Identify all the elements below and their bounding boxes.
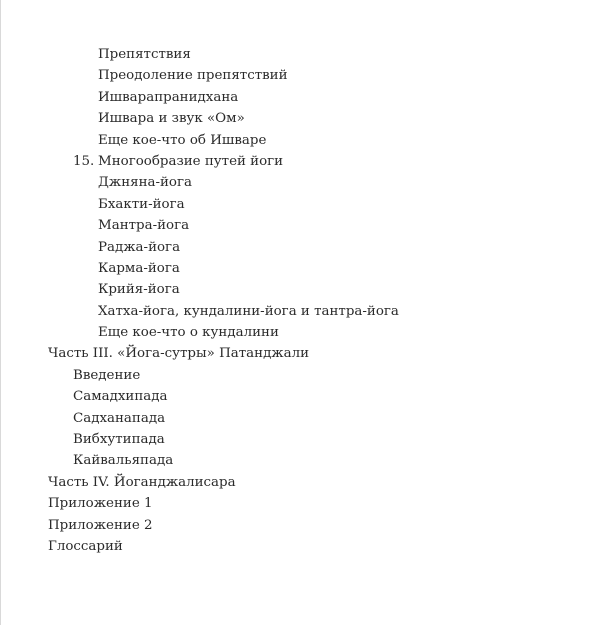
toc-glossary-entry[interactable]	[1, 536, 600, 557]
toc-entry-label: Самадхипада	[73, 389, 168, 405]
toc-entry-label: Еще кое-что о кундалини	[98, 325, 279, 341]
toc-entry-label: Мантра-йога	[98, 218, 190, 234]
toc-entry-label: Часть III. «Йога-сутры» Патанджали	[48, 346, 310, 362]
toc-entry-label: Кайвальяпада	[73, 453, 174, 469]
table-of-contents	[1, 44, 600, 557]
toc-part-entry[interactable]	[1, 343, 600, 364]
toc-part-entry[interactable]	[1, 472, 600, 493]
toc-chapter-entry[interactable]	[1, 151, 600, 172]
toc-entry[interactable]	[1, 429, 600, 450]
toc-entry-label: Преодоление препятствий	[98, 68, 288, 84]
toc-entry-label: Бхакти-йога	[98, 196, 185, 212]
toc-entry[interactable]	[1, 322, 600, 343]
toc-entry-label: Крийя-йога	[98, 282, 180, 298]
toc-entry[interactable]	[1, 237, 600, 258]
toc-entry-label: Вибхутипада	[73, 432, 165, 448]
toc-entry-label: Препятствия	[98, 47, 191, 62]
toc-entry[interactable]	[1, 172, 600, 193]
toc-entry-number: 15.	[73, 153, 95, 169]
toc-entry[interactable]	[1, 258, 600, 279]
toc-entry[interactable]	[1, 44, 600, 65]
toc-entry[interactable]	[1, 386, 600, 407]
toc-entry-label: Приложение 2	[48, 517, 153, 533]
toc-entry-label: Ишварапранидхана	[98, 89, 239, 105]
toc-entry[interactable]	[1, 279, 600, 300]
toc-entry[interactable]	[1, 365, 600, 386]
toc-entry[interactable]	[1, 87, 600, 108]
toc-entry-label: Приложение 1	[48, 496, 153, 512]
toc-entry-label: Введение	[73, 367, 141, 383]
toc-entry[interactable]	[1, 65, 600, 86]
toc-entry-label: Еще кое-что об Ишваре	[98, 132, 267, 148]
toc-entry-label: Джняна-йога	[98, 175, 192, 191]
toc-entry[interactable]	[1, 301, 600, 322]
toc-entry-label: Часть IV. Йоганджалисара	[48, 474, 236, 490]
toc-appendix-entry[interactable]	[1, 493, 600, 514]
toc-entry-label: Хатха-йога, кундалини-йога и тантра-йога	[98, 303, 399, 319]
toc-entry[interactable]	[1, 450, 600, 471]
toc-entry-label: Раджа-йога	[98, 239, 181, 255]
toc-entry-label: Карма-йога	[98, 260, 180, 276]
toc-entry-label: Садханапада	[73, 410, 166, 426]
toc-entry-label: Многообразие путей йоги	[98, 153, 284, 169]
toc-entry-label: Ишвара и звук «Ом»	[98, 111, 245, 127]
toc-entry[interactable]	[1, 215, 600, 236]
toc-entry[interactable]	[1, 108, 600, 129]
toc-entry[interactable]	[1, 130, 600, 151]
toc-entry[interactable]	[1, 194, 600, 215]
toc-entry-label: Глоссарий	[48, 538, 123, 554]
toc-appendix-entry[interactable]	[1, 515, 600, 536]
toc-entry[interactable]	[1, 408, 600, 429]
